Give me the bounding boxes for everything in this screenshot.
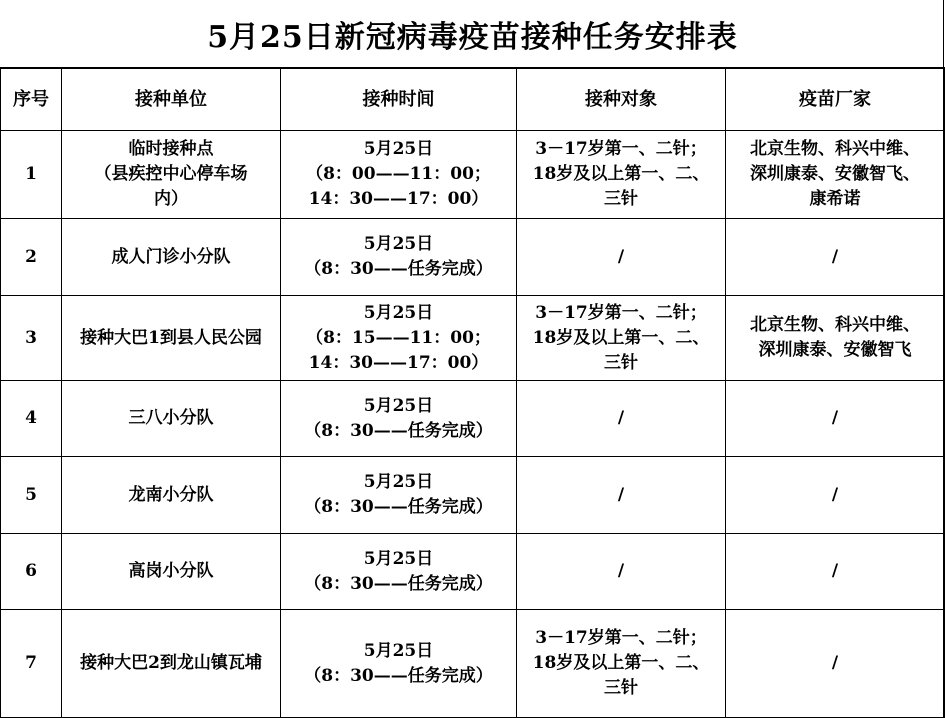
table-row <box>1 381 945 457</box>
sheet-right-border <box>943 0 944 718</box>
cell-line: （8：30——任务完成） <box>304 665 493 686</box>
cell-line: 5月25日 <box>363 548 434 569</box>
cell-line: 接种大巴1到县人民公园 <box>80 327 262 348</box>
table-row <box>1 610 945 718</box>
cell-line: 18岁及以上第一、二、 <box>532 327 710 348</box>
header-cell-maker: 疫苗厂家 <box>726 68 945 131</box>
cell-maker <box>726 296 945 381</box>
cell-line: 14：30——17：00） <box>308 189 489 209</box>
cell-maker <box>726 219 945 296</box>
cell-line: 三八小分队 <box>128 408 214 428</box>
table-row <box>1 131 945 219</box>
cell-line: / <box>831 484 839 505</box>
cell-line: 临时接种点 <box>128 139 214 159</box>
cell-no: 5 <box>1 457 62 534</box>
cell-line: 三针 <box>604 189 638 209</box>
cell-line: 5月25日 <box>363 139 434 159</box>
cell-no: 1 <box>1 131 62 219</box>
cell-line: （8：15——11：00； <box>306 327 491 348</box>
cell-no: 2 <box>1 219 62 296</box>
cell-target <box>517 219 726 296</box>
cell-line: 北京生物、科兴中维、 <box>750 139 920 159</box>
table-title: 5月25日新冠病毒疫苗接种任务安排表 <box>0 0 945 69</box>
cell-line: 深圳康泰、安徽智飞、 <box>750 164 920 184</box>
cell-line: （8：30——任务完成） <box>304 573 493 594</box>
cell-target <box>517 131 726 219</box>
cell-target <box>517 457 726 534</box>
cell-line: 康希诺 <box>809 189 861 209</box>
cell-target <box>517 534 726 610</box>
cell-line: 5月25日 <box>363 472 434 492</box>
cell-no: 7 <box>1 610 62 718</box>
cell-line: 14：30——17：00） <box>308 352 489 373</box>
cell-line: 高岗小分队 <box>128 561 214 581</box>
header-cell-no: 序号 <box>1 68 62 131</box>
cell-line: 3－17岁第一、二针； <box>535 139 707 159</box>
cell-time <box>281 219 517 296</box>
cell-line: / <box>617 561 625 581</box>
cell-line: / <box>617 408 625 428</box>
cell-line: 5月25日 <box>363 302 434 323</box>
cell-unit <box>62 457 281 534</box>
cell-line: 成人门诊小分队 <box>111 246 231 267</box>
cell-line: 龙南小分队 <box>128 484 214 505</box>
cell-line: 3－17岁第一、二针； <box>535 302 707 323</box>
cell-line: 内） <box>154 189 188 209</box>
cell-line: 3－17岁第一、二针； <box>535 628 707 648</box>
cell-maker <box>726 381 945 457</box>
cell-time <box>281 131 517 219</box>
cell-line: （8：30——任务完成） <box>304 259 493 279</box>
header-cell-time: 接种时间 <box>281 68 517 131</box>
cell-no: 4 <box>1 381 62 457</box>
table-row <box>1 219 945 296</box>
cell-time <box>281 534 517 610</box>
cell-line: （县疾控中心停车场 <box>94 164 248 184</box>
header-row <box>1 68 945 131</box>
cell-no: 6 <box>1 534 62 610</box>
schedule-table <box>0 67 945 718</box>
cell-unit <box>62 534 281 610</box>
cell-line: / <box>831 246 839 267</box>
cell-line: 5月25日 <box>363 395 434 416</box>
cell-line: / <box>831 408 839 428</box>
cell-line: （8：00——11：00； <box>306 164 491 184</box>
table-row <box>1 534 945 610</box>
cell-line: / <box>617 484 625 505</box>
cell-line: 5月25日 <box>363 640 434 661</box>
cell-time <box>281 381 517 457</box>
cell-target <box>517 296 726 381</box>
cell-line: 北京生物、科兴中维、 <box>750 315 920 335</box>
cell-line: 接种大巴2到龙山镇瓦埔 <box>80 653 262 673</box>
cell-line: 18岁及以上第一、二、 <box>532 653 710 673</box>
cell-target <box>517 610 726 718</box>
cell-line: / <box>831 653 839 673</box>
cell-time <box>281 457 517 534</box>
header-cell-target: 接种对象 <box>517 68 726 131</box>
table-row <box>1 296 945 381</box>
cell-unit <box>62 296 281 381</box>
cell-time <box>281 296 517 381</box>
cell-line: / <box>831 561 839 581</box>
cell-maker <box>726 534 945 610</box>
cell-line: 三针 <box>604 678 638 698</box>
cell-time <box>281 610 517 718</box>
cell-line: 5月25日 <box>363 234 434 254</box>
cell-maker <box>726 457 945 534</box>
cell-target <box>517 381 726 457</box>
cell-no: 3 <box>1 296 62 381</box>
cell-maker <box>726 610 945 718</box>
cell-line: （8：30——任务完成） <box>304 497 493 517</box>
cell-maker <box>726 131 945 219</box>
header-cell-unit: 接种单位 <box>62 68 281 131</box>
cell-line: 18岁及以上第一、二、 <box>532 164 710 184</box>
table-row <box>1 457 945 534</box>
cell-unit <box>62 610 281 718</box>
cell-unit <box>62 381 281 457</box>
cell-unit <box>62 219 281 296</box>
cell-line: / <box>617 246 625 267</box>
cell-line: 三针 <box>604 352 638 373</box>
cell-line: 深圳康泰、安徽智飞 <box>758 340 912 360</box>
cell-line: （8：30——任务完成） <box>304 420 493 441</box>
cell-unit <box>62 131 281 219</box>
